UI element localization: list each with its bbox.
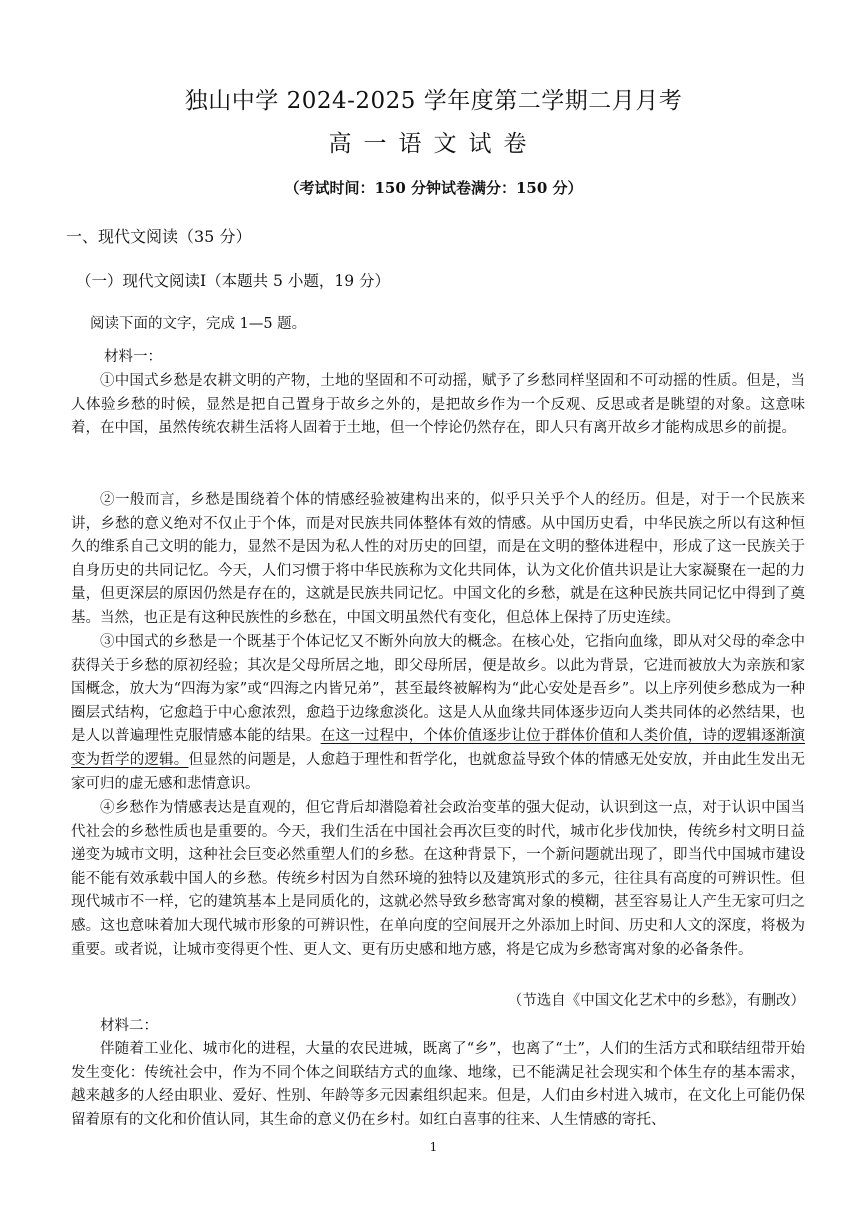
subsection-title: （一）现代文阅读Ⅰ（本题共 5 小题，19 分） xyxy=(76,272,390,290)
exam-info: （考试时间：150 分钟试卷满分：150 分） xyxy=(284,179,583,197)
material-2-paragraph-1: 伴随着工业化、城市化的进程，大量的农民进城，既离了“乡”，也离了“土”，人们的生活方式和联结纽带开始发生变化：传统社会中，作为不同个体之间联结方式的血缘、地缘，已不能满足社会现实和个体生存的基本需求，越来越多的人经由职业、爱好、性别、年龄等多元因素组织起来。但是，人们由乡村进入城市，在文化上可能仍保留着原有的文化和价值认同，其生命的意义仍在乡村。如红白喜事的往来、人生情感的寄托、 xyxy=(71,1041,805,1128)
section-title: 一、现代文阅读（35 分） xyxy=(66,227,252,246)
material-1-label: 材料一： xyxy=(104,349,162,365)
material-2-label: 材料二： xyxy=(100,1018,158,1034)
reading-instruction: 阅读下面的文字，完成 1—5 题。 xyxy=(90,316,307,332)
exam-title: 独山中学 2024-2025 学年度第二学期二月月考 xyxy=(184,88,683,114)
page-number: 1 xyxy=(429,1140,438,1154)
material-1-paragraph-4: ④乡愁作为情感表达是直观的，但它背后却潜隐着社会政治变革的强大促动，认识到这一点，对于认识中国当代社会的乡愁性质也是重要的。今天，我们生活在中国社会再次巨变的时代，城市化步伐加快，传统乡村文明日益递变为城市文明，这种社会巨变必然重塑人们的乡愁。在这种背景下，一个新问题就出现了，即当代中国城市建设能不能有效承载中国人的乡愁。传统乡村因为自然环境的独特以及建筑形式的多元，往往具有高度的可辨识性。但现代城市不一样，它的建筑基本上是同质化的，这就必然导致乡愁寄寓对象的模糊，甚至容易让人产生无家可归之感。这也意味着加大现代城市形象的可辨识性，在单向度的空间展开之外添加上时间、历史和人文的深度，将极为重要。或者说，让城市变得更个性、更人文、更有历史感和地方感，将是它成为乡愁寄寓对象的必备条件。 xyxy=(71,800,805,958)
material-1-source: （节选自《中国文化艺术中的乡愁》，有删改） xyxy=(507,993,805,1009)
material-1-paragraph-2: ②一般而言，乡愁是围绕着个体的情感经验被建构出来的，似乎只关乎个人的经历。但是，对于一个民族来讲，乡愁的意义绝对不仅止于个体，而是对民族共同体整体有效的情感。从中国历史看，中华民族之所以有这种恒久的维系自己文明的能力，显然不是因为私人性的对历史的回望，而是在文明的整体进程中，形成了这一民族关于自身历史的共同记忆。今天，人们习惯于将中华民族称为文化共同体，认为文化价值共识是让大家凝聚在一起的力量，但更深层的原因仍然是存在的，这就是民族共同记忆。中国文化的乡愁，就是在这种民族共同记忆中得到了奠基。当然，也正是有这种民族性的乡愁在，中国文明虽然代有变化，但总体上保持了历史连续。 xyxy=(71,492,805,626)
material-1-paragraph-1: ①中国式乡愁是农耕文明的产物，土地的坚固和不可动摇，赋予了乡愁同样坚固和不可动摇的性质。但是，当人体验乡愁的时候，显然是把自己置身于故乡之外的，是把故乡作为一个反观、反思或者是眺望的对象。这意味着，在中国，虽然传统农耕生活将人固着于土地，但一个悖论仍然存在，即人只有离开故乡才能构成思乡的前提。 xyxy=(71,373,805,437)
paragraph-3-text-after: 但显然的问题是，人愈趋于理性和哲学化，也就愈益导致个体的情感无处安放，并由此生发出无家可归的虚无感和悲情意识。 xyxy=(71,751,805,792)
material-1-paragraph-3 xyxy=(71,631,805,796)
exam-subtitle: 高一语文试卷 xyxy=(328,131,539,157)
underlined-sentence: 在这一过程中，个体价值逐步让位于群体价值和人类价值，诗的逻辑逐渐演变为哲学的逻辑。 xyxy=(71,728,805,768)
paragraph-3-text-before: ③中国式的乡愁是一个既基于个体记忆又不断外向放大的概念。在核心处，它指向血缘，即从对父母的牵念中获得关于乡愁的原初经验；其次是父母所居之地，即父母所居，便是故乡。以此为背景，它进而被放大为亲族和家国概念，放大为“四海为家”或“四海之内皆兄弟”，甚至最终被解构为“此心安处是吾乡”。以上序列使乡愁成为一种圈层式结构，它愈趋于中心愈浓烈，愈趋于边缘愈淡化。这是人从血缘共同体逐步迈向人类共同体的必然结果，也是人以普遍理性克服情感本能的结果。 xyxy=(71,634,805,745)
